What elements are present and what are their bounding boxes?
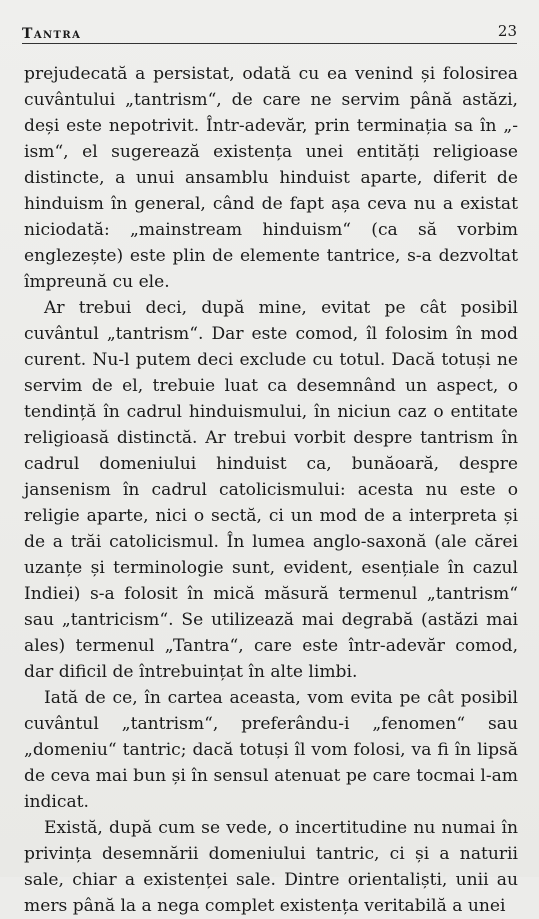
header-rule [22, 43, 517, 44]
running-head-title: Tantra [22, 26, 82, 42]
running-header [22, 20, 517, 44]
body-text [24, 61, 518, 919]
paragraph: Ar trebui deci, după mine, evitat pe cât posibil cuvântul „tantrism“. Dar este comod, îl folosim în mod curent. Nu-l putem deci exclude cu totul. Dacă totuși ne servim de el, trebuie luat ca desemnând un aspect, o tendință în cadrul hinduismului, în niciun caz o entitate religioasă distinctă. Ar trebui vorbit despre tantrism în cadrul domeniului hinduist ca, bunăoară, despre jansenism în cadrul catolicismului: acesta nu este o religie aparte, nici o sectă, ci un mod de a interpreta și de a trăi catolicismul. În lumea anglo-saxonă (ale cărei uzanțe și terminologie sunt, evident, esențiale în cazul Indiei) s-a folosit în mică măsură termenul „tantrism“ sau „tantricism“. Se utilizează mai degrabă (astăzi mai ales) termenul „Tantra“, care este într-adevăr comod, dar dificil de întrebuințat în alte limbi. [24, 298, 518, 682]
page-number: 23 [497, 22, 517, 40]
paragraph-continued: prejudecată a persistat, odată cu ea venind și folosirea cuvântului „tantrism“, de care ne servim până astăzi, deși este nepotrivit. Într-adevăr, prin terminația sa în „-ism“, el sugerează existența unei entități religioase distincte, a unui ansamblu hinduist aparte, diferit de hinduism în general, când de fapt așa ceva nu a existat niciodată: „mainstream hinduism“ (ca să vorbim englezește) este plin de elemente tantrice, s-a dezvoltat împreună cu ele. [24, 64, 518, 292]
paragraph: Există, după cum se vede, o incertitudine nu numai în privința desemnării domeniului tantric, ci și a naturii sale, chiar a existenței sale. Dintre orientaliști, unii au mers până la a nega complet existența veritabilă a unei [24, 818, 518, 916]
paragraph: Iată de ce, în cartea aceasta, vom evita pe cât posibil cuvântul „tantrism“, preferându-i „fenomen“ sau „domeniu“ tantric; dacă totuși îl vom folosi, va fi în lipsă de ceva mai bun și în sensul atenuat pe care tocmai l-am indicat. [24, 688, 518, 812]
